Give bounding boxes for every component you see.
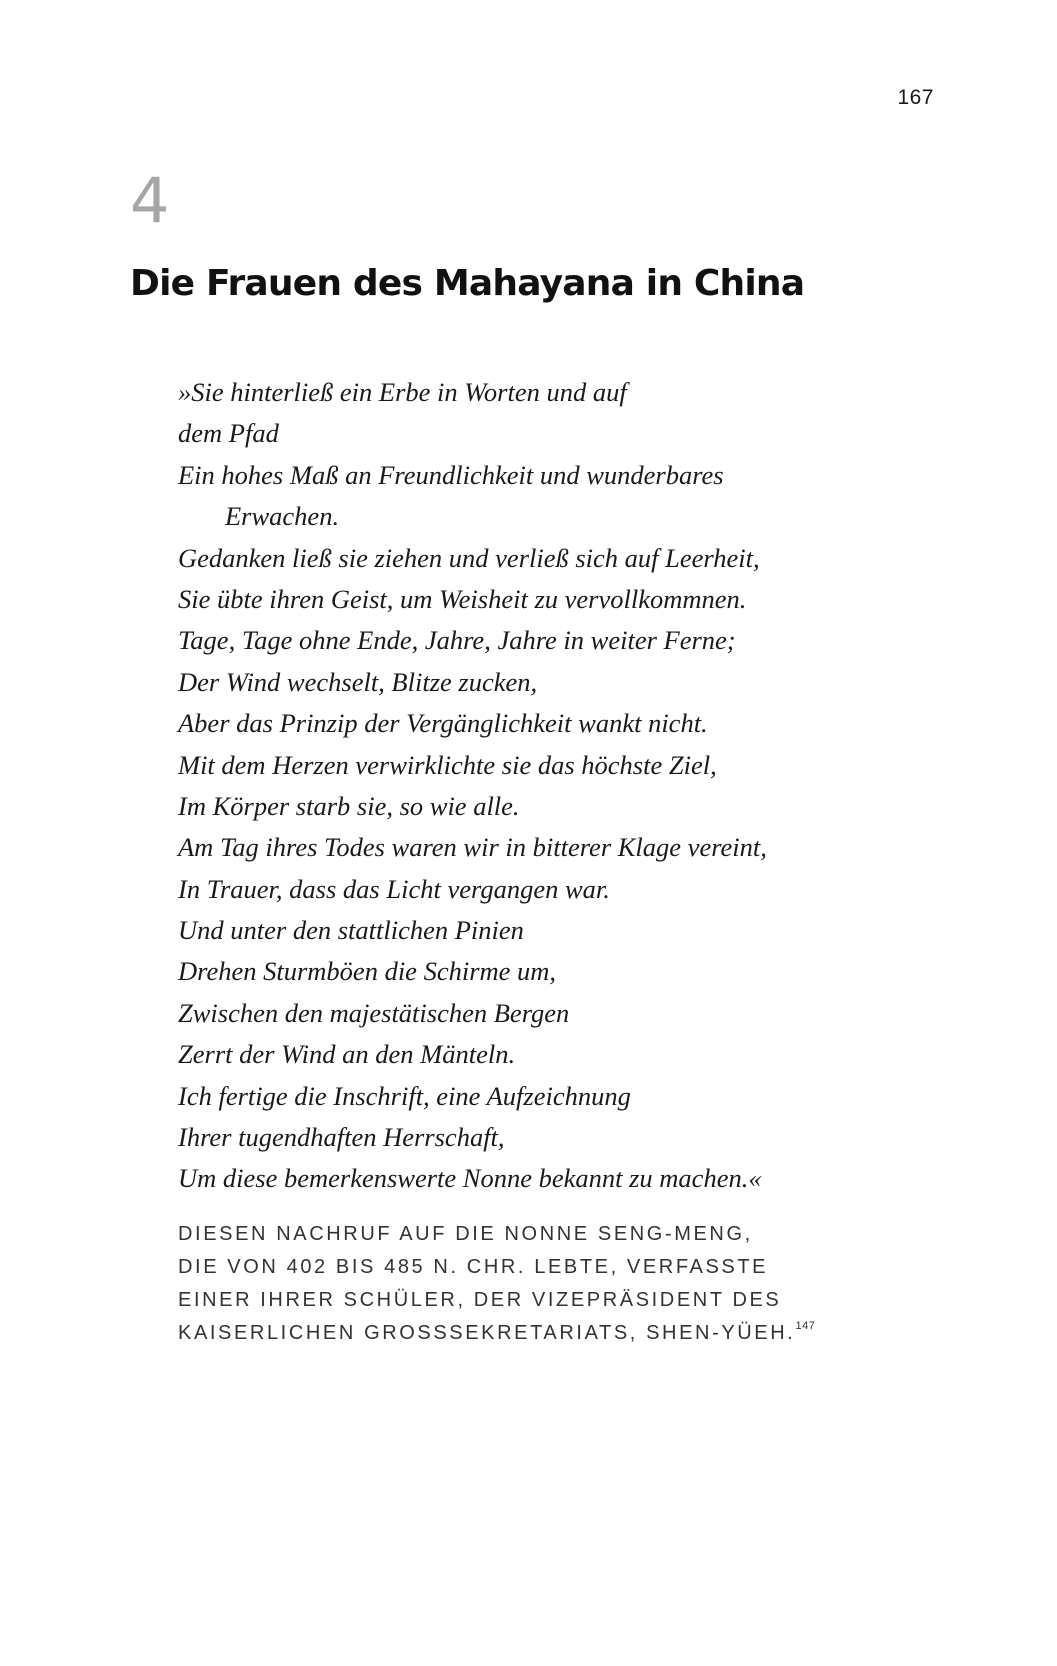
poem-line: Drehen Sturmböen die Schirme um, — [178, 956, 557, 987]
chapter-title: Die Frauen des Mahayana in China — [130, 263, 805, 304]
poem-line: Tage, Tage ohne Ende, Jahre, Jahre in weiter Ferne; — [178, 625, 736, 656]
poem-line: Am Tag ihres Todes waren wir in bitterer Klage vereint, — [178, 832, 767, 863]
chapter-number: 4 — [130, 164, 170, 237]
poem-line: Mit dem Herzen verwirklichte sie das höchste Ziel, — [178, 749, 717, 780]
attribution-line: EINER IHRER SCHÜLER, DER VIZEPRÄSIDENT DES — [178, 1289, 782, 1311]
poem-line: Und unter den stattlichen Pinien — [178, 915, 524, 946]
epigraph-poem — [178, 372, 878, 1200]
poem-line: Zwischen den majestätischen Bergen — [178, 997, 570, 1028]
poem-line: Um diese bemerkenswerte Nonne bekannt zu machen.« — [178, 1163, 762, 1194]
poem-line: Ich fertige die Inschrift, eine Aufzeichnung — [178, 1080, 631, 1111]
poem-line: Aber das Prinzip der Vergänglichkeit wankt nicht. — [178, 708, 708, 739]
poem-line: Ein hohes Maß an Freundlichkeit und wunderbares — [178, 459, 724, 490]
footnote-reference[interactable]: 147 — [795, 1320, 816, 1332]
poem-line: Im Körper starb sie, so wie alle. — [178, 790, 520, 821]
attribution-line-last — [178, 1317, 898, 1350]
poem-line: dem Pfad — [178, 418, 279, 449]
attribution-line: DIESEN NACHRUF AUF DIE NONNE SENG-MENG, — [178, 1223, 753, 1245]
poem-line: »Sie hinterließ ein Erbe in Worten und auf — [178, 377, 627, 407]
poem-line: Ihrer tugendhaften Herrschaft, — [178, 1122, 505, 1153]
poem-line: Sie übte ihren Geist, um Weisheit zu vervollkommnen. — [178, 583, 747, 614]
epigraph-attribution — [178, 1218, 898, 1350]
poem-line: Gedanken ließ sie ziehen und verließ sich auf Leerheit, — [178, 542, 760, 573]
poem-line: Erwachen. — [225, 501, 340, 532]
page-number: 167 — [897, 86, 934, 109]
poem-line: Der Wind wechselt, Blitze zucken, — [178, 666, 538, 697]
poem-line: Zerrt der Wind an den Mänteln. — [178, 1039, 516, 1070]
poem-line: In Trauer, dass das Licht vergangen war. — [178, 873, 610, 904]
attribution-line: DIE VON 402 BIS 485 N. CHR. LEBTE, VERFASSTE — [178, 1256, 769, 1278]
attribution-line: KAISERLICHEN GROSSSEKRETARIATS, SHEN-YÜEH. — [178, 1322, 796, 1344]
